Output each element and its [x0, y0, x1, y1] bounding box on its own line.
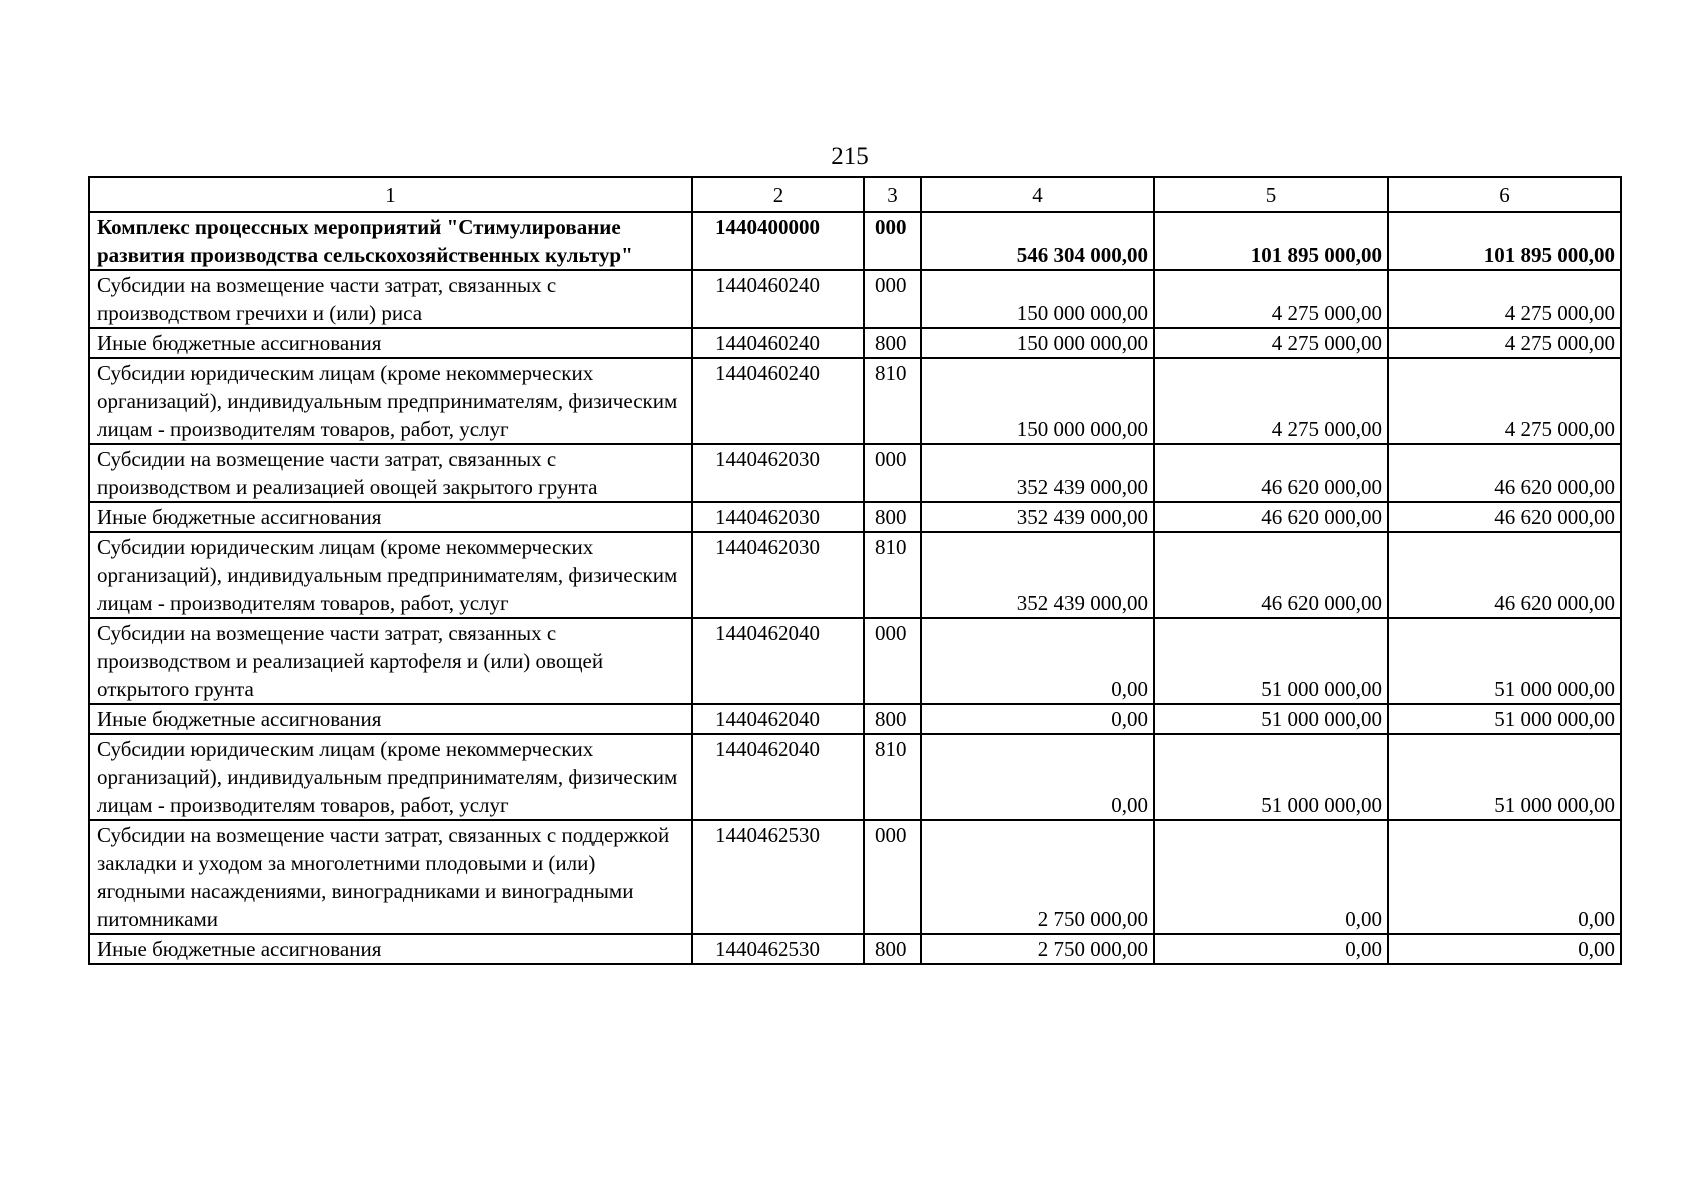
row-value-6-cell: 51 000 000,00 [1388, 618, 1621, 704]
row-value-6-cell: 46 620 000,00 [1388, 532, 1621, 618]
header-cell-2: 2 [692, 177, 864, 212]
row-value-6-cell: 4 275 000,00 [1388, 270, 1621, 328]
row-value-5-cell: 4 275 000,00 [1154, 270, 1388, 328]
row-code-cell: 1440400000 [692, 212, 864, 270]
row-name-cell: Иные бюджетные ассигнования [89, 704, 692, 734]
row-value-4-cell: 0,00 [921, 618, 1154, 704]
row-value-4-cell: 352 439 000,00 [921, 444, 1154, 502]
row-value-6-cell: 0,00 [1388, 934, 1621, 964]
row-value-6-cell: 46 620 000,00 [1388, 444, 1621, 502]
row-name-cell: Иные бюджетные ассигнования [89, 328, 692, 358]
row-vr-cell: 800 [864, 704, 921, 734]
table-row [89, 704, 1621, 734]
row-name-cell: Иные бюджетные ассигнования [89, 934, 692, 964]
row-name-cell: Субсидии юридическим лицам (кроме некоммерческих организаций), индивидуальным предпринимателям, физическим лицам - производителям товаров, работ, услуг [89, 358, 692, 444]
row-code-cell: 1440462040 [692, 704, 864, 734]
row-value-5-cell: 101 895 000,00 [1154, 212, 1388, 270]
row-code-cell: 1440462040 [692, 618, 864, 704]
row-value-6-cell: 0,00 [1388, 820, 1621, 934]
row-value-5-cell: 46 620 000,00 [1154, 532, 1388, 618]
row-value-5-cell: 51 000 000,00 [1154, 704, 1388, 734]
row-code-cell: 1440462030 [692, 532, 864, 618]
header-row [89, 177, 1621, 212]
header-cell-1: 1 [89, 177, 692, 212]
row-value-6-cell: 101 895 000,00 [1388, 212, 1621, 270]
row-name-cell: Субсидии юридическим лицам (кроме некоммерческих организаций), индивидуальным предпринимателям, физическим лицам - производителям товаров, работ, услуг [89, 734, 692, 820]
row-value-5-cell: 46 620 000,00 [1154, 444, 1388, 502]
row-vr-cell: 000 [864, 270, 921, 328]
row-value-5-cell: 4 275 000,00 [1154, 358, 1388, 444]
row-value-6-cell: 51 000 000,00 [1388, 734, 1621, 820]
row-code-cell: 1440460240 [692, 270, 864, 328]
row-value-4-cell: 0,00 [921, 704, 1154, 734]
row-name-cell: Субсидии на возмещение части затрат, связанных с производством гречихи и (или) риса [89, 270, 692, 328]
row-value-5-cell: 46 620 000,00 [1154, 502, 1388, 532]
row-value-5-cell: 51 000 000,00 [1154, 734, 1388, 820]
row-value-5-cell: 0,00 [1154, 934, 1388, 964]
row-code-cell: 1440462040 [692, 734, 864, 820]
header-cell-6: 6 [1388, 177, 1621, 212]
row-value-4-cell: 2 750 000,00 [921, 934, 1154, 964]
row-name-cell: Комплекс процессных мероприятий "Стимулирование развития производства сельскохозяйственных культур" [89, 212, 692, 270]
table-row [89, 328, 1621, 358]
table-row [89, 270, 1621, 328]
budget-table [88, 176, 1622, 965]
header-cell-3: 3 [864, 177, 921, 212]
row-code-cell: 1440460240 [692, 358, 864, 444]
row-value-4-cell: 0,00 [921, 734, 1154, 820]
row-code-cell: 1440462530 [692, 934, 864, 964]
row-value-6-cell: 4 275 000,00 [1388, 358, 1621, 444]
row-value-4-cell: 352 439 000,00 [921, 502, 1154, 532]
table-row [89, 734, 1621, 820]
table-row [89, 532, 1621, 618]
table-row [89, 934, 1621, 964]
row-vr-cell: 810 [864, 358, 921, 444]
table-row [89, 618, 1621, 704]
row-vr-cell: 000 [864, 212, 921, 270]
row-name-cell: Субсидии на возмещение части затрат, связанных с производством и реализацией картофеля и (или) овощей открытого грунта [89, 618, 692, 704]
row-vr-cell: 810 [864, 532, 921, 618]
row-name-cell: Иные бюджетные ассигнования [89, 502, 692, 532]
row-value-6-cell: 51 000 000,00 [1388, 704, 1621, 734]
row-vr-cell: 800 [864, 502, 921, 532]
row-code-cell: 1440462030 [692, 444, 864, 502]
row-value-5-cell: 51 000 000,00 [1154, 618, 1388, 704]
table-row [89, 502, 1621, 532]
page-number: 215 [831, 143, 869, 170]
row-vr-cell: 000 [864, 820, 921, 934]
table-row [89, 444, 1621, 502]
table-row [89, 358, 1621, 444]
row-name-cell: Субсидии на возмещение части затрат, связанных с поддержкой закладки и уходом за многолетними плодовыми и (или) ягодными насаждениями, виноградниками и виноградными питомниками [89, 820, 692, 934]
row-vr-cell: 810 [864, 734, 921, 820]
row-code-cell: 1440460240 [692, 328, 864, 358]
row-vr-cell: 000 [864, 444, 921, 502]
row-value-6-cell: 4 275 000,00 [1388, 328, 1621, 358]
row-code-cell: 1440462530 [692, 820, 864, 934]
row-value-4-cell: 546 304 000,00 [921, 212, 1154, 270]
row-value-4-cell: 352 439 000,00 [921, 532, 1154, 618]
row-value-5-cell: 0,00 [1154, 820, 1388, 934]
row-vr-cell: 800 [864, 328, 921, 358]
header-cell-4: 4 [921, 177, 1154, 212]
table-row [89, 212, 1621, 270]
row-value-6-cell: 46 620 000,00 [1388, 502, 1621, 532]
row-vr-cell: 000 [864, 618, 921, 704]
row-value-4-cell: 150 000 000,00 [921, 328, 1154, 358]
row-value-4-cell: 150 000 000,00 [921, 358, 1154, 444]
row-name-cell: Субсидии юридическим лицам (кроме некоммерческих организаций), индивидуальным предпринимателям, физическим лицам - производителям товаров, работ, услуг [89, 532, 692, 618]
row-vr-cell: 800 [864, 934, 921, 964]
row-code-cell: 1440462030 [692, 502, 864, 532]
row-name-cell: Субсидии на возмещение части затрат, связанных с производством и реализацией овощей закрытого грунта [89, 444, 692, 502]
row-value-4-cell: 150 000 000,00 [921, 270, 1154, 328]
table-row [89, 820, 1621, 934]
header-cell-5: 5 [1154, 177, 1388, 212]
row-value-5-cell: 4 275 000,00 [1154, 328, 1388, 358]
row-value-4-cell: 2 750 000,00 [921, 820, 1154, 934]
